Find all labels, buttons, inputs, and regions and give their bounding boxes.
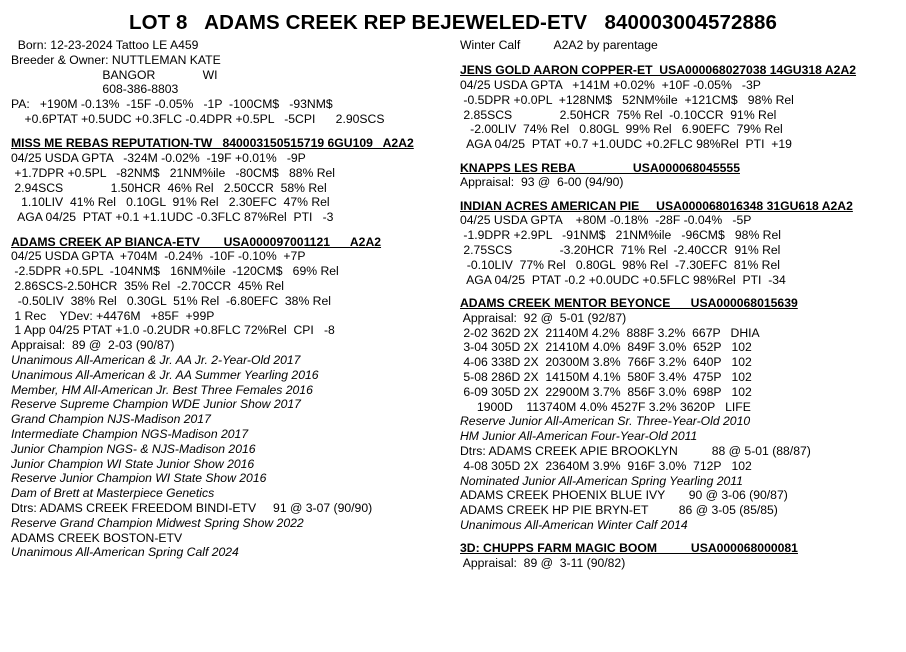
dam-honor: Member, HM All-American Jr. Best Three Females 2016 [11,382,313,397]
ggd-appraisal: Appraisal: 92 @ 5-01 (92/87) [460,310,627,325]
mggs-line: 04/25 USDA GPTA +80M -0.18% -28F -0.04% -5P [460,213,752,228]
dam-line: -2.5DPR +0.5PL -104NM$ 16NM%ile -120CM$ 69% Rel [11,264,339,279]
mggs-line: -1.9DPR +2.9PL -91NM$ 21NM%ile -96CM$ 98% Rel [460,228,781,243]
breeder-owner: Breeder & Owner: NUTTLEMAN KATE [11,52,221,67]
sire-line: 1.10LIV 41% Rel 0.10GL 91% Rel 2.30EFC 47% Rel [11,195,330,210]
ggd-record: 6-09 305D 2X 22900M 3.7% 856F 3.0% 698P 102 [460,384,752,399]
owner-phone: 608-386-8803 [11,82,179,97]
ggd-record: 3-04 305D 2X 21410M 4.0% 849F 3.0% 652P 102 [460,340,752,355]
right-column [460,38,900,571]
ggd-honor: HM Junior All-American Four-Year-Old 2011 [460,429,698,444]
sire-line: +1.7DPR +0.5PL -82NM$ 21NM%ile -80CM$ 88% Rel [11,165,336,180]
ggd-daughter-record: 4-08 305D 2X 23640M 3.9% 916F 3.0% 712P 102 [460,458,752,473]
mgs-line: -2.00LIV 74% Rel 0.80GL 99% Rel 6.90EFC 79% Rel [460,122,783,137]
sire-line: 2.94SCS 1.50HCR 46% Rel 2.50CCR 58% Rel [11,180,327,195]
ggd3-appraisal: Appraisal: 89 @ 3-11 (90/82) [460,556,626,570]
dam-honor: Unanimous All-American & Jr. AA Summer Yearling 2016 [11,367,319,382]
calf-class: Winter Calf A2A2 by parentage [460,38,658,52]
ggd-record: 2-02 362D 2X 21140M 4.2% 888F 3.2% 667P DHIA [460,325,760,340]
ggd-daughter: Dtrs: ADAMS CREEK APIE BROOKLYN 88 @ 5-01 (88/87) [460,443,811,458]
gd-appraisal: Appraisal: 93 @ 6-00 (94/90) [460,175,624,190]
dam-honor: Junior Champion WI State Junior Show 2016 [11,456,255,471]
dam-honor: Grand Champion NJS-Madison 2017 [11,412,211,427]
ggd-record-lifetime: 1900D 113740M 4.0% 4527F 3.2% 3620P LIFE [460,399,751,414]
owner-city: BANGOR WI [11,67,218,82]
ggd-record: 4-06 338D 2X 20300M 3.8% 766F 3.2% 640P 102 [460,355,752,370]
mgs-header: JENS GOLD AARON COPPER-ET USA000068027038 14GU318 A2A2 [460,63,857,78]
left-column [11,38,456,560]
sire-line: AGA 04/25 PTAT +0.1 +1.1UDC -0.3FLC 87%Rel PTI -3 [11,210,334,225]
mggs-line: -0.10LIV 77% Rel 0.80GL 98% Rel -7.30EFC 81% Rel [460,257,780,272]
birth-info: Born: 12-23-2024 Tattoo LE A459 [11,38,199,52]
dam-daughter-honor: Unanimous All-American Spring Calf 2024 [11,545,239,560]
mgs-line: AGA 04/25 PTAT +0.7 +1.0UDC +0.2FLC 98%Rel PTI +19 [460,137,792,152]
ggd-daughter-honor: Nominated Junior All-American Spring Yearling 2011 [460,473,743,488]
dam-line: 2.86SCS-2.50HCR 35% Rel -2.70CCR 45% Rel [11,278,284,293]
ggd-daughter-honor: Unanimous All-American Winter Calf 2014 [460,517,688,532]
dam-line: 04/25 USDA GPTA +704M -0.24% -10F -0.10% +7P [11,249,306,264]
dam-honor: Dam of Brett at Masterpiece Genetics [11,486,215,501]
dam-honor: Intermediate Champion NGS-Madison 2017 [11,426,249,441]
mgs-line: 04/25 USDA GPTA +141M +0.02% +10F -0.05% -3P [460,78,761,93]
dam-line: 1 App 04/25 PTAT +1.0 -0.2UDR +0.8FLC 72%Rel CPI -8 [11,323,335,338]
pa-line-1: PA: +190M -0.13% -15F -0.05% -1P -100CM$ -93NM$ [11,97,333,112]
ggd3-header: 3D: CHUPPS FARM MAGIC BOOM USA000068000081 [460,541,798,556]
dam-daughter: Dtrs: ADAMS CREEK FREEDOM BINDI-ETV 91 @ 3-07 (90/90) [11,500,373,515]
mgs-line: -0.5DPR +0.0PL +128NM$ 52NM%ile +121CM$ 98% Rel [460,92,794,107]
dam-line: 1 Rec YDev: +4476M +85F +99P [11,308,215,323]
dam-honor: Reserve Junior Champion WI State Show 2016 [11,471,267,486]
dam-appraisal: Appraisal: 89 @ 2-03 (90/87) [11,338,175,353]
sire-line: 04/25 USDA GPTA -324M -0.02% -19F +0.01% -9P [11,151,306,166]
ggd-honor: Reserve Junior All-American Sr. Three-Year-Old 2010 [460,414,751,429]
sire-header: MISS ME REBAS REPUTATION-TW 840003150515719 6GU109 A2A2 [11,136,414,151]
ggd-header: ADAMS CREEK MENTOR BEYONCE USA000068015639 [460,295,798,310]
dam-line: -0.50LIV 38% Rel 0.30GL 51% Rel -6.80EFC 38% Rel [11,293,331,308]
pa-line-2: +0.6PTAT +0.5UDC +0.3FLC -0.4DPR +0.5PL -5CPI 2.90SCS [11,111,385,126]
lot-title: LOT 8 ADAMS CREEK REP BEJEWELED-ETV 840003004572886 [128,11,778,34]
ggd-record: 5-08 286D 2X 14150M 4.1% 580F 3.4% 475P 102 [460,369,752,384]
dam-honor: Junior Champion NGS- & NJS-Madison 2016 [11,441,256,456]
dam-header: ADAMS CREEK AP BIANCA-ETV USA000097001121 A2A2 [11,234,382,249]
mggs-line: 2.75SCS -3.20HCR 71% Rel -2.40CCR 91% Rel [460,243,781,258]
ggd-daughter: ADAMS CREEK HP PIE BRYN-ET 86 @ 3-05 (85/85) [460,503,778,518]
mggs-line: AGA 04/25 PTAT -0.2 +0.0UDC +0.5FLC 98%Rel PTI -34 [460,272,786,287]
gd-header: KNAPPS LES REBA USA000068045555 [460,160,740,175]
dam-honor: Reserve Supreme Champion WDE Junior Show 2017 [11,397,301,412]
dam-daughter-honor: Reserve Grand Champion Midwest Spring Show 2022 [11,515,304,530]
mggs-header: INDIAN ACRES AMERICAN PIE USA000068016348 31GU618 A2A2 [460,198,853,213]
dam-daughter: ADAMS CREEK BOSTON-ETV [11,530,183,545]
dam-honor: Unanimous All-American & Jr. AA Jr. 2-Year-Old 2017 [11,352,301,367]
ggd-daughter: ADAMS CREEK PHOENIX BLUE IVY 90 @ 3-06 (90/87) [460,488,788,503]
mgs-line: 2.85SCS 2.50HCR 75% Rel -0.10CCR 91% Rel [460,107,777,122]
